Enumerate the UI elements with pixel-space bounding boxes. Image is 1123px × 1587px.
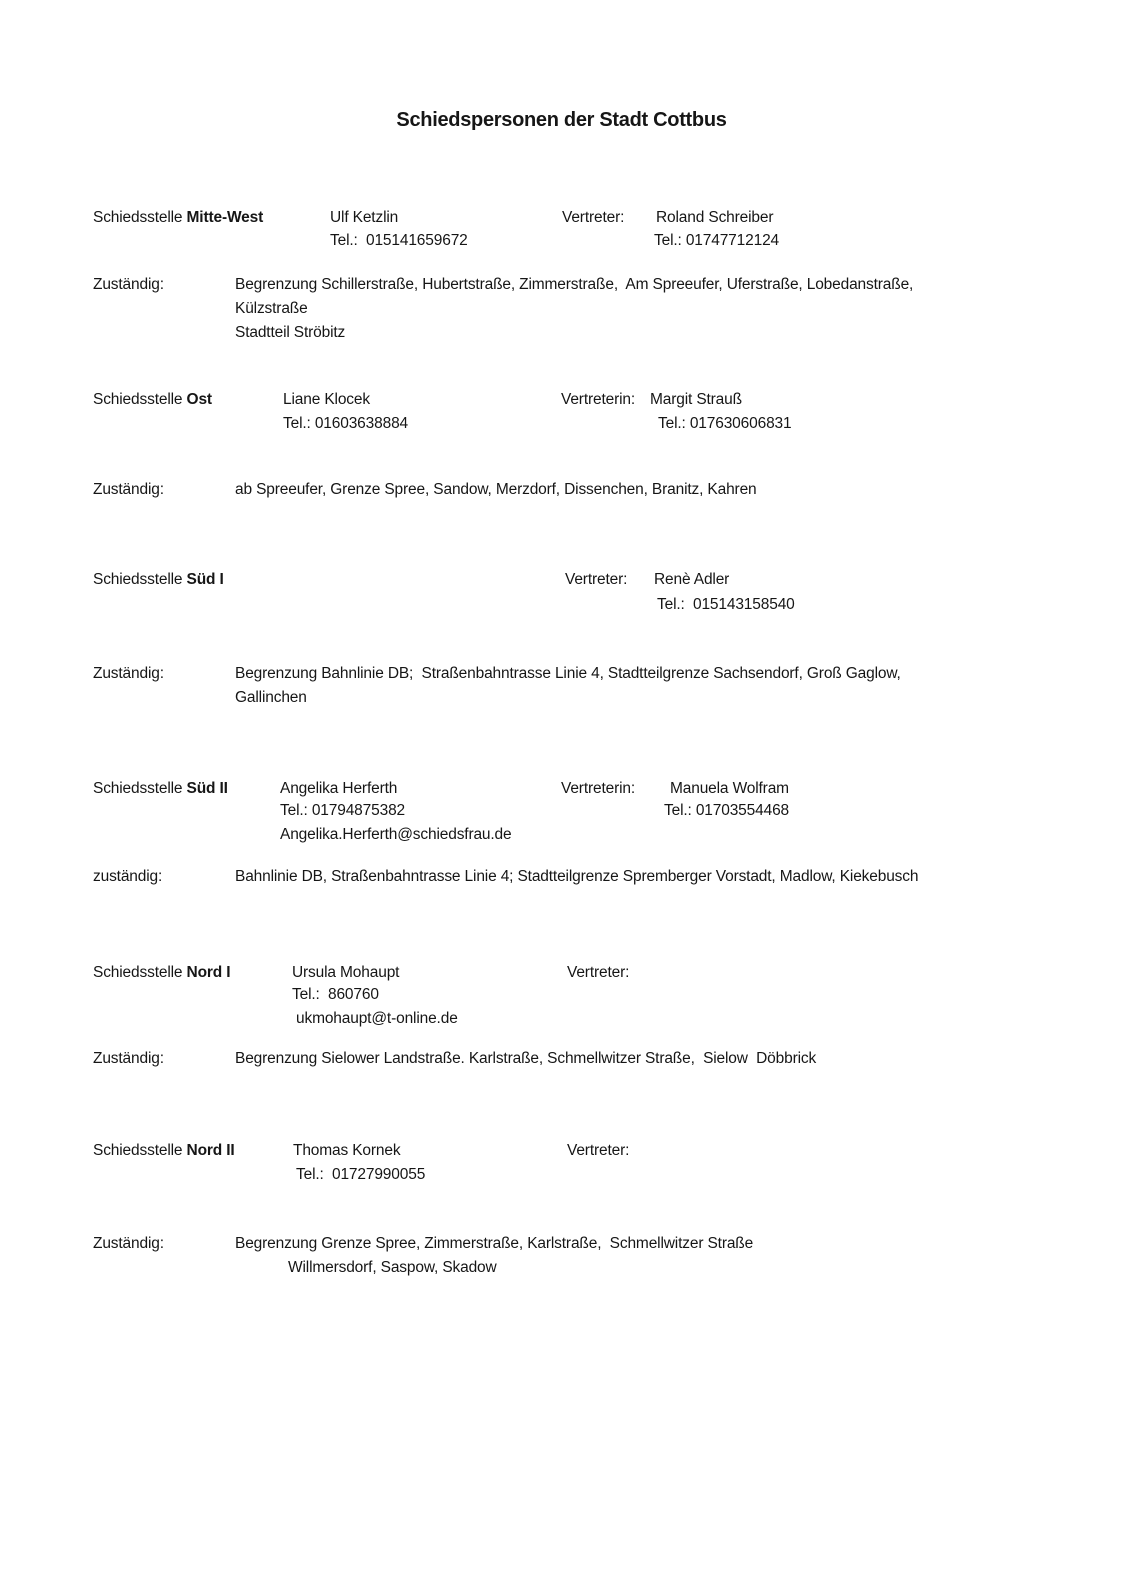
section-label-name: Ost: [186, 391, 212, 408]
zustandig-line: Gallinchen: [235, 689, 307, 706]
zustandig-line: ab Spreeufer, Grenze Spree, Sandow, Merzdorf, Dissenchen, Branitz, Kahren: [235, 481, 757, 498]
person-name: Ursula Mohaupt: [292, 964, 400, 981]
section-label-prefix: Schiedsstelle: [93, 391, 187, 408]
section-label-prefix: Schiedsstelle: [93, 964, 187, 981]
section-label-prefix: Schiedsstelle: [93, 571, 187, 588]
zustandig-label: Zuständig:: [93, 1235, 164, 1252]
zustandig-label: Zuständig:: [93, 276, 164, 293]
deputy-name: Manuela Wolfram: [670, 780, 789, 797]
deputy-name: Roland Schreiber: [656, 209, 774, 226]
zustandig-line: Bahnlinie DB, Straßenbahntrasse Linie 4; Stadtteilgrenze Spremberger Vorstadt, Madlow, Kiekebusch: [235, 868, 919, 885]
zustandig-label: Zuständig:: [93, 1050, 164, 1067]
zustandig-line: Stadtteil Ströbitz: [235, 324, 346, 341]
deputy-tel: Tel.: 017630606831: [658, 415, 792, 432]
section-label-name: Nord II: [186, 1142, 235, 1159]
zustandig-line: Willmersdorf, Saspow, Skadow: [288, 1259, 497, 1276]
person-tel: Tel.: 860760: [292, 986, 379, 1003]
person-name: Ulf Ketzlin: [330, 209, 399, 226]
section-label-prefix: Schiedsstelle: [93, 1142, 187, 1159]
zustandig-line: Begrenzung Sielower Landstraße. Karlstraße, Schmellwitzer Straße, Sielow Döbbrick: [235, 1050, 817, 1067]
section-label-prefix: Schiedsstelle: [93, 780, 187, 797]
deputy-label: Vertreter:: [567, 964, 630, 981]
section-label-name: Nord I: [186, 964, 231, 981]
person-email: Angelika.Herferth@schiedsfrau.de: [280, 826, 512, 843]
person-name: Thomas Kornek: [293, 1142, 401, 1159]
zustandig-label: Zuständig:: [93, 481, 164, 498]
zustandig-line: Begrenzung Grenze Spree, Zimmerstraße, Karlstraße, Schmellwitzer Straße: [235, 1235, 754, 1252]
deputy-name: Renè Adler: [654, 571, 730, 588]
section-label-name: Süd II: [186, 780, 228, 797]
section-label-name: Süd I: [186, 571, 224, 588]
person-tel: Tel.: 01794875382: [280, 802, 406, 819]
deputy-label: Vertreterin:: [561, 391, 636, 408]
zustandig-line: Külzstraße: [235, 300, 308, 317]
person-name: Liane Klocek: [283, 391, 370, 408]
section-label: [93, 963, 230, 983]
page-title: Schiedspersonen der Stadt Cottbus: [396, 109, 727, 132]
person-name: Angelika Herferth: [280, 780, 398, 797]
deputy-label: Vertreter:: [567, 1142, 630, 1159]
person-email: ukmohaupt@t-online.de: [296, 1010, 458, 1027]
zustandig-line: Begrenzung Bahnlinie DB; Straßenbahntrasse Linie 4, Stadtteilgrenze Sachsendorf, Groß Gaglow,: [235, 665, 901, 682]
section-label-prefix: Schiedsstelle: [93, 209, 187, 226]
zustandig-label: Zuständig:: [93, 665, 164, 682]
section-label: [93, 1141, 235, 1161]
section-label: [93, 779, 228, 799]
deputy-tel: Tel.: 01747712124: [654, 232, 780, 249]
deputy-label: Vertreter:: [562, 209, 625, 226]
zustandig-label: zuständig:: [93, 868, 163, 885]
person-tel: Tel.: 01603638884: [283, 415, 409, 432]
section-label: [93, 570, 224, 590]
deputy-name: Margit Strauß: [650, 391, 742, 408]
deputy-label: Vertreterin:: [561, 780, 636, 797]
person-tel: Tel.: 01727990055: [296, 1166, 426, 1183]
section-label-name: Mitte-West: [186, 209, 264, 226]
section-label: [93, 208, 263, 228]
person-tel: Tel.: 015141659672: [330, 232, 468, 249]
zustandig-line: Begrenzung Schillerstraße, Hubertstraße, Zimmerstraße, Am Spreeufer, Uferstraße, Lobedanstraße,: [235, 276, 914, 293]
deputy-label: Vertreter:: [565, 571, 628, 588]
deputy-tel: Tel.: 015143158540: [657, 596, 795, 613]
section-label: [93, 390, 212, 410]
deputy-tel: Tel.: 01703554468: [664, 802, 790, 819]
